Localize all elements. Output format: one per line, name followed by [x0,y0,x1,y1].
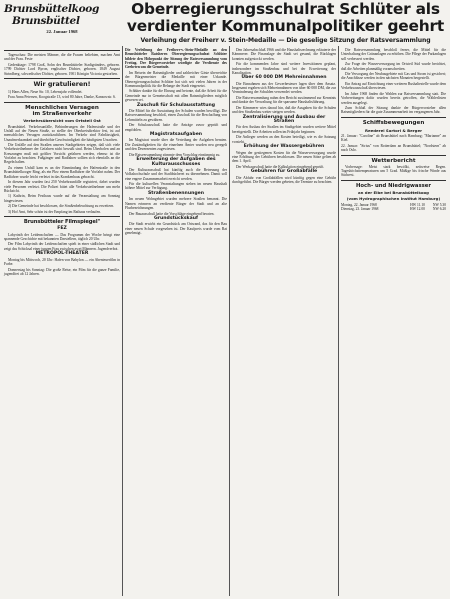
section-heading: Gebühren für Großabfälle [250,169,318,175]
article-paragraph: Die Mittel für die Ausstattung der Schulen wurden bewilligt. Die Ratsversammlung beschloß, einen Zuschuß für die Beschaffung von Lehrmitteln zu gewähren. [125,109,227,122]
article-paragraph: Der Kämmerer wies darauf hin, daß die Ausgaben für die Schulen und den Straßenbau weiter steigen werden. [232,105,336,115]
article-paragraph: Zur Frage der Wasserversorgung im Ortsteil Süd wurde berichtet, daß die Arbeiten planmäßig voranschreiten. [341,62,446,71]
section-heading-hochwasser: Hoch- und Niedrigwasser [355,182,432,189]
article-paragraph: Wegen der gestiegenen Kosten für die Wasserversorgung wurde eine Erhöhung der Gebühren beschlossen. Die neuen Sätze gelten ab dem 1. April. [232,150,336,164]
divider [341,155,446,156]
section-heading-wetterbericht: Wetterbericht [371,157,416,164]
article-paragraph: Montag bis Mittwoch, 20 Uhr: Hafen von Babylon — ein Abenteuerfilm in Farbe. [4,257,120,266]
section-heading-menschen: Menschliches Versagen [25,104,99,111]
article-paragraph: Vorhersage: Meist stark bewölkt, zeitweise Regen. Tageshöchsttemperaturen um 5 Grad. Mäßige bis frische Winde aus Südwest. [341,164,446,178]
section-subheading: Verkehrsübersicht vom Ortsteil Ost [23,118,101,124]
article-paragraph: Die Ratsversammlung stimmte dem Vorschlag einstimmig zu. [129,152,221,157]
issue-date: 22. Januar 1968 [46,29,78,34]
divider [4,102,120,103]
article-column-2 [232,48,336,186]
divider [341,117,446,118]
tide-high: HW 12.00 [410,206,425,211]
article-paragraph: Die Unfälle auf den Straßen unseres Stadtgebietes zeigen, daß sich viele Verkehrsteilnehmer der Gefahren nicht bewußt sind. Beim Überholen und an Kreuzungen muß mit größter Vorsicht gefahren werden, ebenso ist die Vorfahrt zu beachten. Fußgänger und Radfahrer sollten sich ebenfalls an die Regeln halten. [4,143,120,165]
column-rule [338,46,339,596]
section-subheading: METROPOL-THEATER [35,251,89,257]
column-rule [122,46,123,596]
masthead-line-1: Brunsbüttelkoog [4,3,100,15]
divider [4,50,120,51]
article-paragraph: Der Werkausschuß hatte die Kalkulation eingehend geprüft. [236,164,325,169]
section-heading-menschen-2: im Straßenverkehr [32,110,92,117]
article-paragraph: Im neuen Wohngebiet wurden mehrere Straßen benannt. Die Namen erinnern an verdiente Bürger der Stadt und an alte Flurbezeichnungen. [125,197,227,211]
tide-low: NW 5.30 [432,202,446,207]
divider [341,180,446,181]
article-paragraph: Die Ratsversammlung beschloß ferner, die Mittel für die Unterhaltung der Grünanlagen zu erhöhen. Die Pflege der Parkanlagen soll verbessert werden. [341,48,446,61]
masthead-line-2: Brunsbüttel [12,15,80,27]
article-paragraph: Gedenktage: 1798 Groß, Sohn des Brunsbütteler Stadtgründers, geboren. 1799 Dichter Lord Byron, englischer Dichter, geboren. 1849 August Strindberg, schwedischer Dichter, geboren. 1901 Königin Victoria gestorben. [4,62,120,76]
article-paragraph: Die Abfuhr von Großabfällen wird künftig gegen eine Gebühr durchgeführt. Die Bürger werden gebeten, die Termine zu beachten. [232,175,336,184]
article-paragraph: 2) Die Gemeinde hat beschlossen, die Straßenbeleuchtung zu erweitern. [8,204,115,209]
section-subheading: FEZ [57,226,67,232]
section-heading: Magistratsaufgaben [149,132,203,138]
article-paragraph: Für die kommenden Jahre sind weitere Investitionen geplant, insbesondere im Straßenbau und bei der Erweiterung der Kanalisation. [232,62,336,75]
section-subheading: an der Elbe bei Brunsbüttelkoog [358,189,429,195]
article-paragraph: Schlüter dankte für die Ehrung und betonte, daß die Arbeit für die Gemeinde nur in Gemeinschaft mit allen Ratsmitgliedern möglich gewesen sei. [125,89,227,103]
article-lead: Die Verleihung der Freiherr-v.-Stein-Medaille an den Brunsbütteler Ratsherrn Oberregierungsschulrat Schlüter bildete den Höhepunkt der Sitzung der Ratsversammlung vom Freitag. Der Bürgervorsteher würdigte die Verdienste des Geehrten um die Gemeinde. [125,48,227,70]
tide-low: NW 6.20 [432,206,446,211]
article-paragraph: 22. Januar: "Sirius" von Rotterdam an Brunsbüttel; "Nordstern" ab nach Oslo. [341,143,446,153]
article-paragraph: Ein Antrag auf Einrichtung einer weiteren Bushaltestelle wurde dem Verkehrsausschuß überwiesen. [341,81,446,91]
tide-day: Montag, 22. Januar 1968 [341,202,377,207]
left-column [4,48,120,277]
tide-high: HW 11.10 [410,202,425,207]
article-paragraph: Brunsbüttel. Verkehrsunfälle, Behinderungen der Hafenstraße und der Unfall auf der Neuen Straße, so stellte der Oberkreisdirektor fest, ist auf menschliches Versagen zurückzuführen. Im Verkehr sind Fahrlässigkeit, Unaufmerksamkeit und überhöhte Geschwindigkeit die häufigsten Ursachen. [4,124,120,142]
article-column-3 [341,48,446,211]
section-heading: Zuschuß für Schulausstattung [136,102,216,108]
column-rule [229,46,230,596]
tide-table [341,203,446,212]
section-heading-filmspiegel: Brunsbütteler Filmspiegel" [23,219,101,226]
article-paragraph: Der Film Labyrinth der Leidenschaften spielt in einer südlichen Stadt und zeigt das Schicksal einer jungen Frau zwischen zwei Männern. Jugendverbot. [4,242,120,251]
article-paragraph: Die Ratsversammlung nahm den Bericht zustimmend zur Kenntnis und dankte der Verwaltung für die sparsame Haushaltsführung. [232,96,336,105]
section-heading: Über 60 000 DM Mehreinnahmen [241,75,327,81]
divider [4,216,120,217]
table-row [341,207,446,211]
article-column-1 [125,48,227,237]
section-heading: Erhöhung der Wassergebühren [243,144,325,150]
section-subheading: (vom Hydrographischen Institut Hamburg) [346,196,441,202]
divider [4,78,120,79]
article-paragraph: Im Jahre 1968 finden die Wahlen zur Ratsversammlung statt. Die Vorbereitungen dafür wurden bereits getroffen, die Wählerlisten werden ausgelegt. [341,91,446,105]
article-paragraph: Den Jahresabschluß 1966 und die Haushaltsrechnung erläuterte der Kämmerer. Die Finanzlage der Stadt sei gesund, die Rücklagen konnten aufgestockt werden. [232,48,336,61]
article-paragraph: Der Schulausschuß hatte die Anträge zuvor geprüft und empfohlen. [125,123,227,132]
section-heading: Straßenbenennungen [147,191,205,196]
article-paragraph: 1) Hans Allen, Neue Str. 10, Lebensjahr vollendet. [8,89,83,94]
article-paragraph: Der Kulturausschuß hat künftig auch die Betreuung der Volkshochschule und der Stadtbücherei zu übernehmen. Damit soll eine engere Zusammenarbeit erreicht werden. [125,167,227,181]
article-paragraph: Donnerstag bis Sonntag: Die große Reise, ein Film für die ganze Familie, jugendfrei ab 12 Jahren. [4,267,120,276]
article-paragraph: Die Anlieger werden an den Kosten beteiligt, wie es die Satzung vorsieht. [232,135,336,144]
article-paragraph: Die Einnahmen aus der Gewerbesteuer lagen über dem Ansatz. Insgesamt ergaben sich Mehreinnahmen von über 60 000 DM, die zur Verminderung der Schulden verwendet werden. [232,81,336,95]
article-paragraph: 21. Januar: "Caroline" ab Brunsbüttel nach Hamburg; "Marianne" an Kiel. [341,134,446,143]
section-heading: Erweiterung der Aufgaben des Kulturausschusses [136,157,216,167]
section-heading-gratulate: Wir gratulieren! [33,80,91,88]
article-paragraph: Zum Schluß der Sitzung dankte der Bürgervorsteher allen Ratsmitgliedern für die gute Zusammenarbeit im vergangenen Jahr. [341,106,446,115]
section-heading: Zentralisierung und Ausbau der Straßen [242,114,326,125]
section-subheading: Reederei Sartori & Berger [364,127,423,133]
article-paragraph: Frau Anna Petersen, Koogstraße 13, wird 80 Jahre, Danke, Kanzowstr. 6. [8,95,116,100]
tide-day: Dienstag, 23. Januar 1968 [341,206,379,211]
masthead [4,3,120,34]
section-heading-schiffsbewegungen: Schiffsbewegungen [362,119,425,126]
article-paragraph: Zu einem Unfall kam es an der Einmündung der Hafenstraße in den Brunsbüttelkooger Ring, als ein Pkw einem Radfahrer die Vorfahrt nahm. Der Radfahrer wurde leicht verletzt in das Krankenhaus gebracht. [4,166,120,179]
article-paragraph: Für die kulturellen Veranstaltungen stehen im neuen Haushalt höhere Mittel zur Verfügung. [125,182,227,191]
article-paragraph: Für den Ausbau der Straßen im Stadtgebiet wurden weitere Mittel bereitgestellt. Die Arbeiten sollen im Frühjahr beginnen. [232,125,336,134]
main-headline: Oberregierungsschulrat Schlüter als verdienter Kommunalpolitiker geehrt [126,0,445,35]
article-paragraph: 1) Kathrin, Beim Festhaus wurde auf die Veranstaltung am Sonntag hingewiesen. [4,194,120,203]
section-heading: Grundstückskauf [153,216,198,222]
article-paragraph: In diesem Jahr wurden fast 250 Verkehrsunfälle registriert, dabei wurden viele Personen verletzt. Die Polizei bittet alle Verkehrsteilnehmer um mehr Rücksicht. [4,180,120,193]
article-paragraph: Tagesschau: Die meisten Männer, die die Frauen beliebten, machen Amt und der Frau. Feste [4,53,120,62]
article-paragraph: Die Versorgung der Neubaugebiete mit Gas und Strom ist gesichert; die Anschlüsse werden in den nächsten Monaten hergestellt. [341,72,446,81]
article-paragraph: 3) Hof Amt, Sehr schön ist der Empfang im Rathaus verlaufen. [8,209,101,214]
main-subheadline: Verleihung der Freiherr v. Stein-Medaille — Die geselige Sitzung der Ratsversammlung [140,37,431,44]
article-paragraph: Der Bauausschuß hatte die Vorschläge eingehend beraten. [129,211,215,216]
article-paragraph: Im Magistrat wurde über die Verteilung der Aufgaben beraten. Die Zuständigkeiten für die einzelnen Ämter wurden neu geregelt und den Dezernenten zugewiesen. [125,138,227,152]
article-paragraph: Im Beisein der Ratsmitglieder und zahlreicher Gäste überreichte der Bürgermeister die Medaille mit einer Urkunde. Oberregierungsschulrat Schlüter hat sich seit vielen Jahren in der Kommunalpolitik für die Belange der Stadt eingesetzt. [125,70,227,88]
article-paragraph: Die Stadt erwirbt ein Grundstück am Ortsrand, das für den Bau einer neuen Schule vorgesehen ist. Der Kaufpreis wurde vom Rat genehmigt. [125,222,227,236]
article-paragraph: Labyrinth der Leidenschaften — Das Programm der Woche bringt eine spannende Geschichte mit bekannten Darstellern, täglich 20 Uhr. [4,232,120,241]
